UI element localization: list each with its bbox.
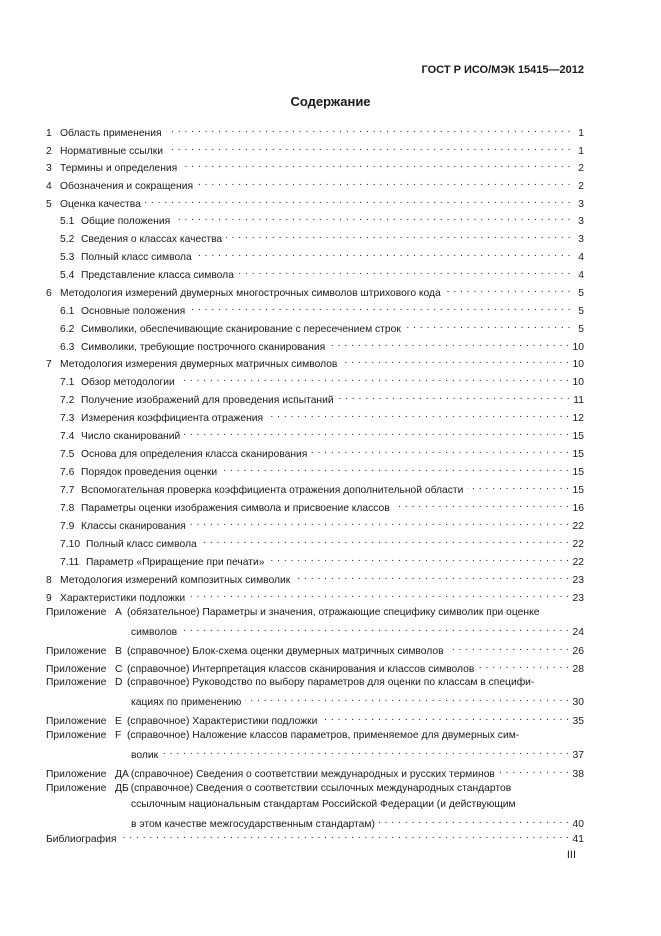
appendix-page: 40 [572, 819, 584, 830]
toc-entry-page: 4 [578, 252, 584, 263]
dot-leader [405, 320, 571, 332]
toc-entry-page: 23 [572, 575, 584, 586]
toc-entry-number: 9 [46, 593, 52, 604]
dot-leader [189, 589, 569, 601]
dot-leader [190, 517, 570, 529]
appendix-line [46, 623, 584, 639]
appendix-line [46, 799, 584, 811]
toc-entry[interactable] [46, 142, 584, 158]
toc-entry-page: 15 [572, 431, 584, 442]
toc-entry-page: 23 [572, 593, 584, 604]
toc-entry-number: 6.3 [60, 342, 75, 353]
toc-entry-title: Вспомогательная проверка коэффициента отражения дополнительной области [81, 485, 464, 496]
dot-leader [189, 302, 571, 314]
toc-entry-page: 22 [572, 521, 584, 532]
appendix-prefix: Приложение [46, 730, 107, 741]
toc-entry[interactable] [46, 463, 584, 479]
dot-leader [245, 693, 569, 705]
appendix-line [46, 642, 584, 658]
appendix-prefix: Приложение [46, 677, 107, 688]
appendix-prefix: Приложение [46, 769, 107, 780]
appendix-prefix: Приложение [46, 646, 107, 657]
appendix-line [46, 783, 584, 795]
toc-entry-number: 3 [46, 163, 52, 174]
toc-entry-number: 4 [46, 181, 52, 192]
dot-leader [181, 159, 571, 171]
toc-entry[interactable] [46, 124, 584, 140]
toc-entry-title: Представление класса символа [81, 270, 234, 281]
appendix-title: символов [131, 627, 178, 638]
dot-leader [120, 830, 569, 842]
toc-entry-page: 10 [572, 342, 584, 353]
dot-leader [145, 195, 571, 207]
dot-leader [226, 230, 571, 242]
dot-leader [338, 391, 571, 403]
toc-entry-title: Основные положения [81, 306, 186, 317]
toc-entry-page: 15 [572, 449, 584, 460]
appendix-line [46, 815, 584, 831]
toc-entry-page: 3 [578, 234, 584, 245]
page-title: Содержание [290, 94, 371, 109]
appendix-page: 28 [572, 664, 584, 675]
toc-entry-number: 6.2 [60, 324, 75, 335]
appendix-line [46, 712, 584, 728]
appendix-title: кациях по применению [131, 697, 242, 708]
toc-entry-page: 5 [578, 288, 584, 299]
dot-leader [341, 355, 569, 367]
appendix-letter: ДА [115, 769, 129, 780]
dot-leader [166, 124, 571, 136]
dot-leader [294, 571, 569, 583]
toc-entry-title: Характеристики подложки [60, 593, 186, 604]
appendix-title: (справочное) Интерпретация классов сканирования и классов символов [127, 664, 475, 675]
dot-leader [162, 746, 569, 758]
toc-entry-number: 5.3 [60, 252, 75, 263]
toc-entry-title: Классы сканирования [81, 521, 186, 532]
toc-entry-title: Полный класс символа [81, 252, 192, 263]
toc-entry-page: 2 [578, 181, 584, 192]
appendix-letter: ДБ [115, 783, 129, 794]
toc-entry-page: 16 [572, 503, 584, 514]
toc-entry-title: Общие положения [81, 216, 171, 227]
toc-entry-page: 2 [578, 163, 584, 174]
toc-entry-title: Порядок проведения оценки [81, 467, 218, 478]
appendix-letter: D [115, 677, 123, 688]
appendix-title: волик [131, 750, 159, 761]
toc-entry[interactable] [46, 535, 584, 551]
dot-leader [221, 463, 569, 475]
toc-entry-page: 15 [572, 467, 584, 478]
toc-entry-number: 5.2 [60, 234, 75, 245]
toc-entry-title: Оценка качества [60, 199, 141, 210]
dot-leader [184, 427, 569, 439]
dot-leader [201, 535, 570, 547]
toc-entry[interactable] [46, 481, 584, 497]
appendix-page: 38 [572, 769, 584, 780]
dot-leader [197, 177, 571, 189]
toc-entry-number: 7.5 [60, 449, 75, 460]
toc-entry-title: Термины и определения [60, 163, 178, 174]
appendix-prefix: Приложение [46, 607, 107, 618]
toc-entry[interactable] [46, 373, 584, 389]
toc-entry-title: Параметры оценки изображения символа и присвоение классов [81, 503, 390, 514]
toc-entry-title: Область применения [60, 128, 162, 139]
toc-entry[interactable] [46, 230, 584, 246]
appendix-line [46, 607, 584, 619]
appendix-line [46, 693, 584, 709]
toc-entry[interactable] [46, 195, 584, 211]
dot-leader [394, 499, 570, 511]
toc-entry[interactable] [46, 517, 584, 533]
toc-entry[interactable] [46, 499, 584, 515]
toc-entry-number: 7.6 [60, 467, 75, 478]
toc-entry[interactable] [46, 159, 584, 175]
dot-leader [196, 248, 571, 260]
appendix-letter: А [115, 607, 122, 618]
toc-entry-title: Параметр «Приращение при печати» [86, 557, 265, 568]
toc-entry-number: 6 [46, 288, 52, 299]
toc-entry-title: Обзор методологии [81, 377, 175, 388]
toc-entry[interactable] [46, 320, 584, 336]
appendix-page: 35 [572, 716, 584, 727]
appendix-line [46, 746, 584, 762]
toc-entry-title: Основа для определения класса сканирования [81, 449, 308, 460]
toc-entry-number: 5 [46, 199, 52, 210]
dot-leader [311, 445, 569, 457]
toc-entry[interactable] [46, 409, 584, 425]
appendix-page: 26 [572, 646, 584, 657]
toc-entry-number: 7.11 [60, 557, 80, 568]
toc-entry-number: 7 [46, 359, 52, 370]
toc-entry-page: 5 [578, 324, 584, 335]
toc-entry-number: 8 [46, 575, 52, 586]
appendix-letter: F [115, 730, 122, 741]
page-number: III [566, 849, 576, 861]
appendix-title: (справочное) Наложение классов параметров, применяемое для двумерных сим- [127, 730, 520, 741]
toc-entry-number: 7.8 [60, 503, 75, 514]
toc-entry-number: 2 [46, 146, 52, 157]
appendix-title: (справочное) Сведения о соответствии международных и русских терминов [130, 769, 495, 780]
toc-entry[interactable] [46, 553, 584, 569]
toc-entry[interactable] [46, 212, 584, 228]
appendix-line [46, 677, 584, 689]
dot-leader [174, 212, 571, 224]
dot-leader [448, 642, 570, 654]
appendix-letter: С [115, 664, 123, 675]
toc-entry[interactable] [46, 284, 584, 300]
bibliography-title: Библиография [46, 834, 117, 845]
appendix-page: 30 [572, 697, 584, 708]
document-code: ГОСТ Р ИСО/МЭК 15415—2012 [421, 64, 584, 76]
toc-entry-page: 10 [572, 359, 584, 370]
dot-leader [238, 266, 571, 278]
appendix-line [46, 730, 584, 742]
toc-entry-page: 22 [572, 539, 584, 550]
toc-entry[interactable] [46, 445, 584, 461]
toc-entry-title: Получение изображений для проведения испытаний [81, 395, 334, 406]
toc-entry-page: 11 [573, 395, 584, 406]
toc-entry-page: 15 [572, 485, 584, 496]
appendix-page: 24 [572, 627, 584, 638]
toc-entry[interactable] [46, 391, 584, 407]
appendix-prefix: Приложение [46, 716, 107, 727]
toc-entry-number: 7.4 [60, 431, 75, 442]
appendix-title: (обязательное) Параметры и значения, отражающие специфику символик при оценке [127, 607, 540, 618]
toc-entry-page: 5 [578, 306, 584, 317]
toc-entry-page: 3 [578, 199, 584, 210]
toc-entry-page: 12 [572, 413, 584, 424]
toc-entry-number: 7.7 [60, 485, 75, 496]
dot-leader [445, 284, 571, 296]
appendix-title: в этом качестве межгосударственным стандартам) [131, 819, 375, 830]
toc-entry-title: Обозначения и сокращения [60, 181, 194, 192]
toc-entry-number: 5.4 [60, 270, 75, 281]
toc-entry-number: 7.10 [60, 539, 81, 550]
bibliography-page: 41 [572, 834, 584, 845]
toc-entry-page: 4 [578, 270, 584, 281]
appendix-title: (справочное) Характеристики подложки [127, 716, 318, 727]
toc-entry-title: Символики, требующие построчного сканирования [81, 342, 326, 353]
toc-entry-number: 5.1 [60, 216, 75, 227]
toc-entry-title: Число сканирований [81, 431, 181, 442]
dot-leader [179, 373, 570, 385]
appendix-line [46, 660, 584, 676]
appendix-letter: В [115, 646, 122, 657]
dot-leader [467, 481, 569, 493]
bibliography-entry[interactable] [46, 830, 584, 846]
toc-entry[interactable] [46, 266, 584, 282]
toc-entry[interactable] [46, 302, 584, 318]
toc-entry-title: Нормативные ссылки [60, 146, 164, 157]
toc-entry-page: 1 [578, 146, 584, 157]
toc-entry-page: 22 [572, 557, 584, 568]
toc-entry-page: 3 [578, 216, 584, 227]
toc-entry[interactable] [46, 355, 584, 371]
dot-leader [329, 338, 569, 350]
appendix-line [46, 765, 584, 781]
toc-entry-title: Символики, обеспечивающие сканирование с пересечением строк [81, 324, 401, 335]
toc-entry-title: Полный класс символа [86, 539, 197, 550]
dot-leader [379, 815, 570, 827]
toc-entry[interactable] [46, 338, 584, 354]
toc-entry-number: 7.2 [60, 395, 75, 406]
toc-entry-title: Методология измерений композитных символик [60, 575, 291, 586]
dot-leader [268, 553, 569, 565]
toc-entry-title: Методология измерения двумерных матричных символов [60, 359, 338, 370]
toc-entry[interactable] [46, 571, 584, 587]
appendix-title: (справочное) Сведения о соответствии ссылочных международных стандартов [130, 783, 512, 794]
appendix-prefix: Приложение [46, 664, 107, 675]
appendix-title: (справочное) Блок-схема оценки двумерных матричных символов [127, 646, 444, 657]
dot-leader [321, 712, 569, 724]
toc-entry-number: 7.3 [60, 413, 75, 424]
dot-leader [267, 409, 569, 421]
toc-entry[interactable] [46, 177, 584, 193]
appendix-title: ссылочным национальным стандартам Российской Федерации (и действующим [131, 799, 516, 810]
toc-entry[interactable] [46, 248, 584, 264]
toc-entry-number: 7.9 [60, 521, 75, 532]
dot-leader [181, 623, 569, 635]
toc-entry-number: 7.1 [60, 377, 75, 388]
toc-entry[interactable] [46, 589, 584, 605]
toc-entry[interactable] [46, 427, 584, 443]
toc-entry-page: 1 [578, 128, 584, 139]
toc-entry-number: 6.1 [60, 306, 75, 317]
toc-entry-page: 10 [572, 377, 584, 388]
appendix-page: 37 [572, 750, 584, 761]
appendix-letter: Е [115, 716, 122, 727]
toc-entry-number: 1 [46, 128, 52, 139]
dot-leader [167, 142, 571, 154]
toc-entry-title: Методология измерений двумерных многострочных символов штрихового кода [60, 288, 441, 299]
appendix-title: (справочное) Руководство по выбору параметров для оценки по классам в специфи- [127, 677, 535, 688]
dot-leader [499, 765, 570, 777]
toc-entry-title: Сведения о классах качества [81, 234, 223, 245]
toc-entry-title: Измерения коэффициента отражения [81, 413, 264, 424]
appendix-prefix: Приложение [46, 783, 107, 794]
dot-leader [478, 660, 569, 672]
